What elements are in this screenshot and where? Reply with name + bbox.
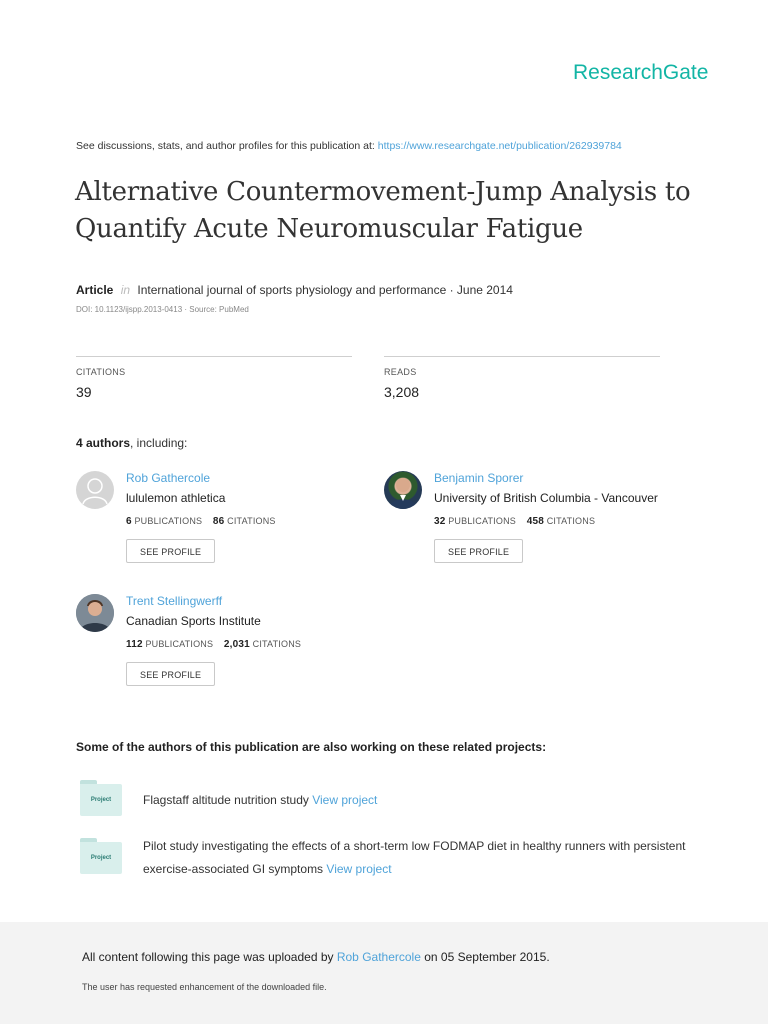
- see-discussions-line: [76, 140, 622, 152]
- author-affiliation: University of British Columbia - Vancouver: [434, 491, 658, 505]
- journal-info: International journal of sports physiology and performance · June 2014: [137, 283, 513, 297]
- see-profile-button[interactable]: SEE PROFILE: [126, 539, 215, 563]
- project-folder-icon: [80, 780, 122, 816]
- citations-stat: [76, 356, 352, 400]
- see-profile-button[interactable]: SEE PROFILE: [434, 539, 523, 563]
- upload-prefix: All content following this page was uploaded by: [82, 950, 334, 964]
- doi-source: DOI: 10.1123/ijspp.2013-0413 · Source: PubMed: [76, 305, 249, 314]
- project-description: [143, 789, 703, 812]
- publications-count: 112: [126, 639, 143, 650]
- author-card: [384, 471, 684, 581]
- citations-label: CITATIONS: [546, 516, 596, 526]
- publications-label: PUBLICATIONS: [134, 516, 203, 526]
- avatar[interactable]: [384, 471, 422, 509]
- see-discussions-text: See discussions, stats, and author profiles for this publication at:: [76, 140, 375, 152]
- reads-stat: [384, 356, 660, 400]
- reads-label: READS: [384, 367, 417, 377]
- upload-note: [82, 950, 550, 964]
- authors-count: 4 authors: [76, 436, 131, 450]
- citations-count: 458: [526, 516, 544, 527]
- author-stats: [434, 516, 595, 527]
- author-name-link[interactable]: Rob Gathercole: [126, 471, 211, 485]
- author-photo-icon: [384, 471, 422, 509]
- citations-label: CITATIONS: [227, 516, 276, 526]
- citations-count: 39: [76, 384, 92, 400]
- user-placeholder-icon: [76, 471, 114, 509]
- project-title: Flagstaff altitude nutrition study: [143, 793, 309, 807]
- publications-count: 32: [434, 516, 446, 527]
- avatar[interactable]: [76, 471, 114, 509]
- related-projects-heading: Some of the authors of this publication are also working on these related projects:: [76, 740, 547, 754]
- requested-enhancement-note: The user has requested enhancement of the downloaded file.: [82, 982, 327, 992]
- author-name-link[interactable]: Trent Stellingwerff: [126, 594, 223, 608]
- citations-count: 86: [212, 516, 225, 527]
- author-card: [76, 594, 376, 704]
- view-project-link[interactable]: View project: [312, 793, 378, 807]
- publication-url-link[interactable]: https://www.researchgate.net/publication/262939784: [377, 140, 622, 152]
- publication-meta: [76, 283, 513, 297]
- uploader-link[interactable]: Rob Gathercole: [336, 950, 421, 964]
- publications-label: PUBLICATIONS: [448, 516, 516, 526]
- publication-title: Alternative Countermovement-Jump Analysis to Quantify Acute Neuromuscular Fatigue: [75, 177, 691, 244]
- citations-label: CITATIONS: [76, 367, 126, 377]
- researchgate-logo[interactable]: ResearchGate: [573, 61, 709, 84]
- author-affiliation: Canadian Sports Institute: [126, 614, 261, 628]
- upload-footer: [0, 922, 768, 1024]
- project-description: [143, 835, 703, 881]
- author-stats: [126, 639, 301, 650]
- in-label: in: [120, 283, 131, 297]
- project-folder-label: Project: [80, 842, 122, 874]
- see-profile-button[interactable]: SEE PROFILE: [126, 662, 215, 686]
- citations-count: 2,031: [223, 639, 250, 650]
- author-stats: [126, 516, 276, 527]
- author-card: [76, 471, 376, 581]
- avatar[interactable]: [76, 594, 114, 632]
- authors-heading-suffix: , including:: [130, 436, 188, 450]
- author-affiliation: lululemon athletica: [126, 491, 226, 505]
- project-folder-icon: [80, 838, 122, 874]
- project-title: Pilot study investigating the effects of a short-term low FODMAP diet in healthy runners with persistent exercise-associated GI symptoms: [143, 839, 686, 876]
- author-photo-icon: [76, 594, 114, 632]
- upload-suffix: on 05 September 2015.: [424, 950, 550, 964]
- view-project-link[interactable]: View project: [326, 862, 392, 876]
- reads-count: 3,208: [384, 384, 420, 400]
- publications-label: PUBLICATIONS: [145, 639, 214, 649]
- publications-count: 6: [126, 516, 132, 527]
- publication-type: Article: [76, 283, 114, 297]
- authors-heading: [76, 436, 187, 450]
- author-name-link[interactable]: Benjamin Sporer: [434, 471, 524, 485]
- project-folder-label: Project: [80, 784, 122, 816]
- citations-label: CITATIONS: [252, 639, 302, 649]
